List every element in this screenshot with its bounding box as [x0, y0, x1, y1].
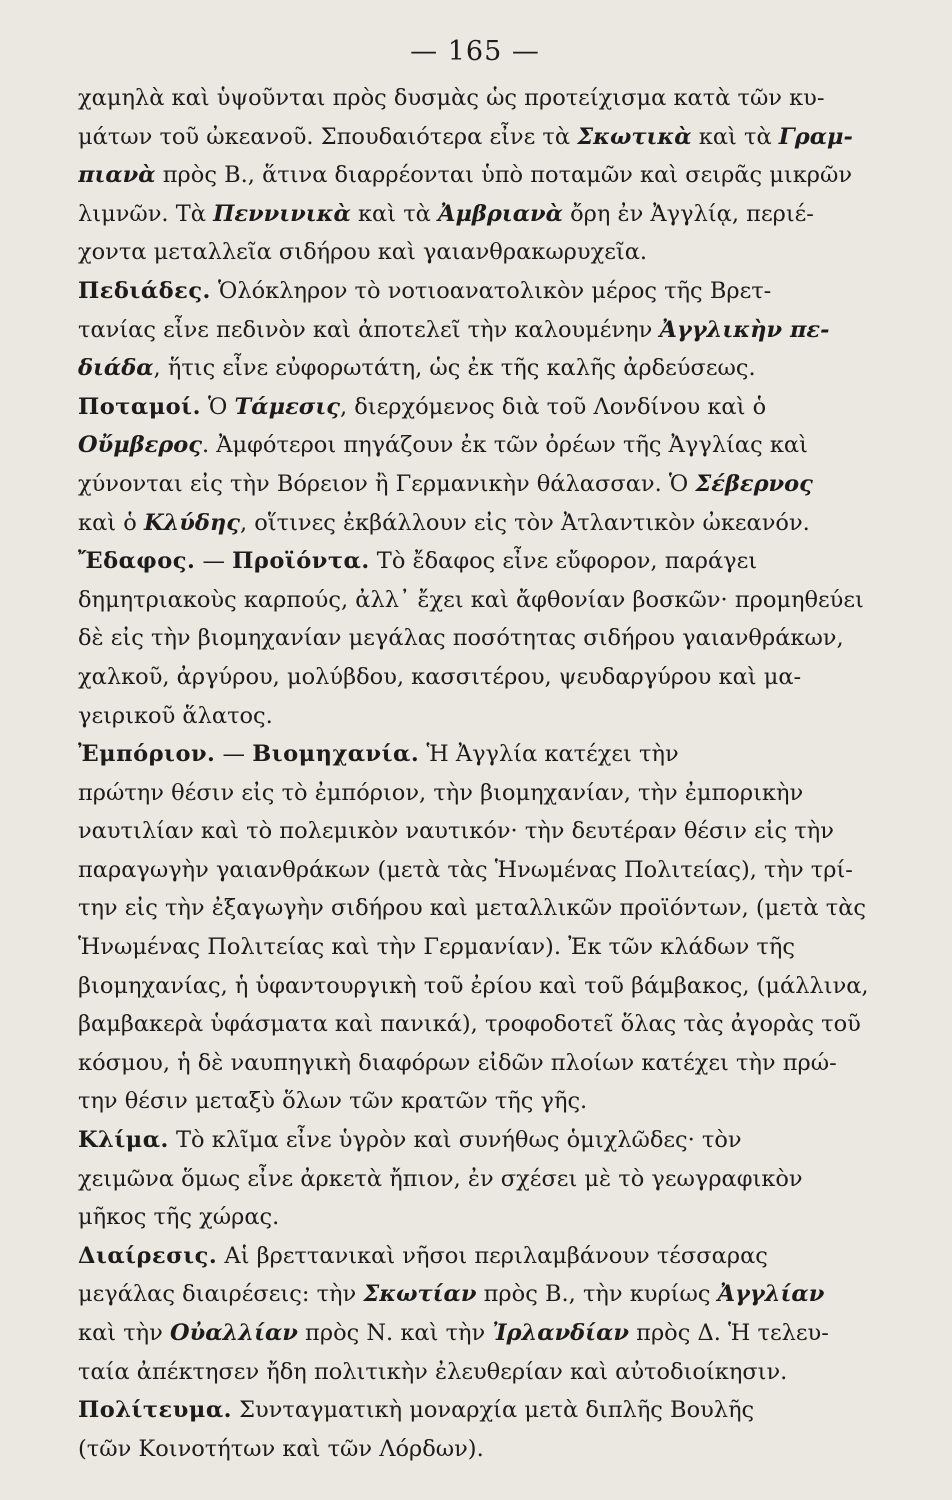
text-run: Συνταγματικὴ μοναρχία μετὰ διπλῆς Βουλῆς — [231, 1397, 755, 1424]
text-line — [78, 774, 872, 813]
emphasized-term: Σκωτίαν — [363, 1281, 477, 1308]
text-line — [78, 79, 872, 118]
emphasized-term: πιανὰ — [78, 162, 156, 189]
text-run: , διερχόμενος διὰ τοῦ Λονδίνου καὶ ὁ — [339, 393, 767, 420]
text-line — [78, 542, 872, 581]
text-line — [78, 465, 872, 504]
text-line — [78, 1237, 872, 1276]
text-run: καὶ τὰ — [350, 200, 438, 227]
text-run: Ἡ Ἀγγλία κατέχει τὴν — [419, 741, 679, 768]
page-number: — 165 — — [410, 36, 540, 67]
text-run: Τὸ ἔδαφος εἶνε εὔφορον, παράγει — [369, 548, 758, 575]
text-line — [78, 1353, 872, 1392]
text-line — [78, 1198, 872, 1237]
emphasized-term: Ἰρλανδίαν — [492, 1320, 629, 1346]
text-line — [78, 1430, 872, 1469]
text-run: , οἵτινες ἐκβάλλουν εἰς τὸν Ἀτλαντικὸν ὠκεανόν. — [239, 509, 810, 536]
text-run: χαμηλὰ καὶ ὑψοῦνται πρὸς δυσμὰς ὡς προτείχισμα κατὰ τῶν κυ- — [78, 85, 825, 111]
text-line — [78, 156, 872, 195]
emphasized-term: Πεννινικὰ — [213, 200, 351, 227]
text-line — [78, 195, 872, 234]
text-run: την θέσιν μεταξὺ ὅλων τῶν κρατῶν τῆς γῆς. — [78, 1088, 588, 1115]
text-run: (τῶν Κοινοτήτων καὶ τῶν Λόρδων). — [78, 1435, 484, 1462]
text-line — [78, 349, 872, 388]
text-line — [78, 1121, 872, 1160]
text-line — [78, 1314, 872, 1353]
text-run: κόσμου, ἡ δὲ ναυπηγικὴ διαφόρων εἰδῶν πλοίων κατέχει τὴν πρώ- — [78, 1049, 837, 1076]
text-line — [78, 851, 872, 890]
text-line — [78, 1044, 872, 1083]
text-run: χοντα μεταλλεῖα σιδήρου καὶ γαιανθρακωρυχεῖα. — [78, 239, 648, 266]
text-run: . Ἀμφότεροι πηγάζουν ἐκ τῶν ὀρέων τῆς Ἀγγλίας καὶ — [201, 432, 808, 459]
text-run: ταία ἀπέκτησεν ἤδη πολιτικὴν ἐλευθερίαν καὶ αὐτοδιοίκησιν. — [78, 1358, 788, 1385]
text-run: λιμνῶν. Τὰ — [78, 200, 214, 227]
text-line — [78, 233, 872, 272]
emphasized-term: Σέβερνος — [695, 470, 813, 497]
section-heading: Προϊόντα. — [232, 548, 370, 575]
text-run: Ἡνωμένας Πολιτείας καὶ τὴν Γερμανίαν). Ἐκ τῶν κλάδων τῆς — [78, 934, 795, 961]
text-run: δημητριακοὺς καρπούς, ἀλλ᾽ ἔχει καὶ ἄφθονίαν βοσκῶν· προμηθεύει — [78, 586, 864, 613]
text-line — [78, 812, 872, 851]
text-line — [78, 272, 872, 311]
text-run: παραγωγὴν γαιανθράκων (μετὰ τὰς Ἡνωμένας Πολιτείας), τὴν τρί- — [78, 856, 853, 883]
text-run: δὲ εἰς τὴν βιομηχανίαν μεγάλας ποσότητας σιδήρου γαιανθράκων, — [78, 625, 844, 652]
emphasized-term: Γραμ- — [778, 123, 853, 150]
text-line — [78, 426, 872, 465]
emphasized-term: Οὐαλλίαν — [170, 1320, 298, 1346]
text-run: χειμῶνα ὅμως εἶνε ἀρκετὰ ἤπιον, ἐν σχέσει μὲ τὸ γεωγραφικὸν — [78, 1165, 803, 1192]
text-run: Ὁ — [200, 393, 235, 420]
text-run: βαμβακερὰ ὑφάσματα καὶ πανικά), τροφοδοτεῖ ὅλας τὰς ἀγορὰς τοῦ — [78, 1011, 861, 1038]
body-text — [78, 79, 872, 1468]
emphasized-term: Ἀγγλίαν — [717, 1281, 825, 1308]
text-run: — — [215, 741, 253, 768]
text-line — [78, 1005, 872, 1044]
section-heading: Ἔδαφος. — [78, 548, 196, 575]
text-run: πρὸς Β., ἅτινα διαρρέονται ὑπὸ ποταμῶν καὶ σειρᾶς μικρῶν — [155, 162, 853, 189]
text-run: πρὸς Β., τὴν κυρίως — [476, 1281, 718, 1308]
text-run: τανίας εἶνε πεδινὸν καὶ ἀποτελεῖ τὴν καλουμένην — [78, 316, 660, 343]
emphasized-term: Ἀμβριανὰ — [438, 200, 563, 227]
text-line — [78, 388, 872, 427]
section-heading: Κλίμα. — [78, 1127, 169, 1154]
text-line — [78, 1160, 872, 1199]
emphasized-term: Τάμεσις — [234, 393, 340, 420]
text-line — [78, 697, 872, 736]
text-line — [78, 581, 872, 620]
text-run: πρὸς Δ. Ἡ τελευ- — [629, 1320, 829, 1346]
text-run: πρὸς Ν. καὶ τὴν — [297, 1320, 493, 1346]
section-heading: Ἐμπόριον. — [78, 741, 216, 768]
text-line — [78, 504, 872, 543]
text-line — [78, 1391, 872, 1430]
text-run: βιομηχανίας, ἡ ὑφαντουργικὴ τοῦ ἐρίου καὶ τοῦ βάμβακος, (μάλλινα, — [78, 972, 869, 999]
emphasized-term: διάδα — [78, 355, 154, 382]
text-run: πρώτην θέσιν εἰς τὸ ἐμπόριον, τὴν βιομηχανίαν, τὴν ἐμπορικὴν — [78, 779, 804, 806]
text-run: γειρικοῦ ἅλατος. — [78, 702, 273, 729]
text-run: ναυτιλίαν καὶ τὸ πολεμικὸν ναυτικόν· τὴν δευτέραν θέσιν εἰς τὴν — [78, 818, 834, 845]
emphasized-term: Κλύδης — [143, 509, 240, 536]
text-line — [78, 619, 872, 658]
text-run: Αἱ βρεττανικαὶ νῆσοι περιλαμβάνουν τέσσαρας — [217, 1242, 768, 1269]
text-line — [78, 889, 872, 928]
text-run: χαλκοῦ, ἀργύρου, μολύβδου, κασσιτέρου, ψευδαργύρου καὶ μα- — [78, 663, 802, 690]
text-run: καὶ τὴν — [78, 1320, 170, 1346]
text-run: μεγάλας διαιρέσεις: τὴν — [78, 1281, 364, 1308]
text-run: μάτων τοῦ ὠκεανοῦ. Σπουδαιότερα εἶνε τὰ — [78, 123, 578, 150]
text-line — [78, 118, 872, 157]
text-run: Ὁλόκληρον τὸ νοτιοανατολικὸν μέρος τῆς Βρετ- — [210, 277, 772, 304]
text-line — [78, 658, 872, 697]
section-heading: Ποταμοί. — [78, 393, 201, 420]
text-run: Τὸ κλῖμα εἶνε ὑγρὸν καὶ συνήθως ὁμιχλῶδες· τὸν — [168, 1127, 742, 1154]
text-line — [78, 1082, 872, 1121]
section-heading: Βιομηχανία. — [252, 741, 420, 768]
text-line — [78, 311, 872, 350]
text-run: ὄρη ἐν Ἀγγλίᾳ, περιέ- — [562, 200, 814, 227]
emphasized-term: Ἀγγλικὴν πε- — [659, 316, 830, 343]
section-heading: Πεδιάδες. — [78, 277, 211, 304]
section-heading: Διαίρεσις. — [78, 1242, 218, 1269]
section-heading: Πολίτευμα. — [78, 1397, 232, 1424]
text-line — [78, 1275, 872, 1314]
text-run: χύνονται εἰς τὴν Βόρειον ἢ Γερμανικὴν θάλασσαν. Ὁ — [78, 470, 696, 497]
text-run: — — [195, 548, 233, 575]
text-run: καὶ τὰ — [691, 123, 779, 150]
text-line — [78, 735, 872, 774]
text-run: την εἰς τὴν ἐξαγωγὴν σιδήρου καὶ μεταλλικῶν προϊόντων, (μετὰ τὰς — [78, 895, 866, 922]
text-run: καὶ ὁ — [78, 509, 144, 536]
text-run: μῆκος τῆς χώρας. — [78, 1204, 280, 1231]
text-run: , ἥτις εἶνε εὐφορωτάτη, ὡς ἐκ τῆς καλῆς ἀρδεύσεως. — [153, 355, 756, 382]
emphasized-term: Οὔμβερος — [78, 432, 202, 459]
emphasized-term: Σκωτικὰ — [577, 123, 692, 150]
text-line — [78, 928, 872, 967]
text-line — [78, 967, 872, 1006]
